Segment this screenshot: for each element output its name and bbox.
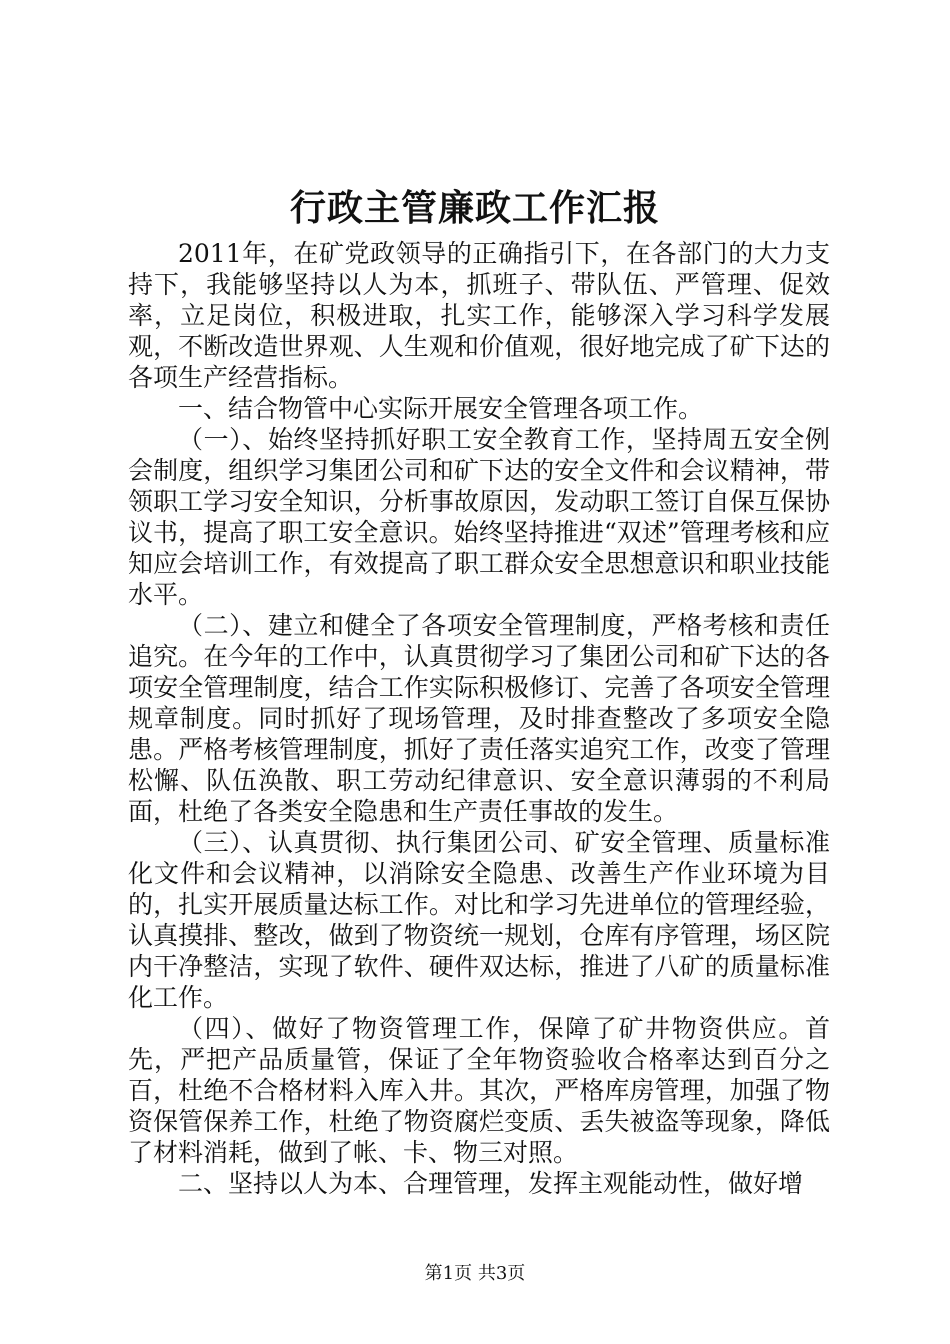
page-footer: 第1页 共3页 — [424, 1263, 526, 1284]
paragraph-section-1-heading: 一、结合物管中心实际开展安全管理各项工作。 — [178, 394, 704, 423]
document-body — [128, 238, 830, 1199]
paragraph-section-2-heading: 二、坚持以人为本、合理管理，发挥主观能动性，做好增 — [178, 1169, 804, 1198]
paragraph-item-1: （一）、始终坚持抓好职工安全教育工作，坚持周五安全例会制度，组织学习集团公司和矿下达的安全文件和会议精神，带领职工学习安全知识，分析事故原因，发动职工签订自保互保协议书，提高了职工安全意识。始终坚持推进“双述”管理考核和应知应会培训工作，有效提高了职工群众安全思想意识和职业技能水平。 — [128, 425, 830, 609]
paragraph-item-2: （二）、建立和健全了各项安全管理制度，严格考核和责任追究。在今年的工作中，认真贯彻学习了集团公司和矿下达的各项安全管理制度，结合工作实际积极修订、完善了各项安全管理规章制度。同时抓好了现场管理，及时排查整改了多项安全隐患。严格考核管理制度，抓好了责任落实追究工作，改变了管理松懈、队伍涣散、职工劳动纪律意识、安全意识薄弱的不利局面，杜绝了各类安全隐患和生产责任事故的发生。 — [128, 611, 830, 826]
document-title: 行政主管廉政工作汇报 — [289, 187, 660, 229]
paragraph-item-4: （四）、做好了物资管理工作，保障了矿井物资供应。首先，严把产品质量管，保证了全年物资验收合格率达到百分之百，杜绝不合格材料入库入井。其次，严格库房管理，加强了物资保管保养工作，杜绝了物资腐烂变质、丢失被盗等现象，降低了材料消耗，做到了帐、卡、物三对照。 — [128, 1014, 830, 1167]
paragraph-item-3: （三）、认真贯彻、执行集团公司、矿安全管理、质量标准化文件和会议精神，以消除安全隐患、改善生产作业环境为目的，扎实开展质量达标工作。对比和学习先进单位的管理经验，认真摸排、整改，做到了物资统一规划，仓库有序管理，场区院内干净整洁，实现了软件、硬件双达标，推进了八矿的质量标准化工作。 — [128, 828, 830, 1012]
paragraph-intro: 2011年，在矿党政领导的正确指引下，在各部门的大力支持下，我能够坚持以人为本，抓班子、带队伍、严管理、促效率，立足岗位，积极进取，扎实工作，能够深入学习科学发展观，不断改造世界观、人生观和价值观，很好地完成了矿下达的各项生产经营指标。 — [128, 239, 830, 392]
